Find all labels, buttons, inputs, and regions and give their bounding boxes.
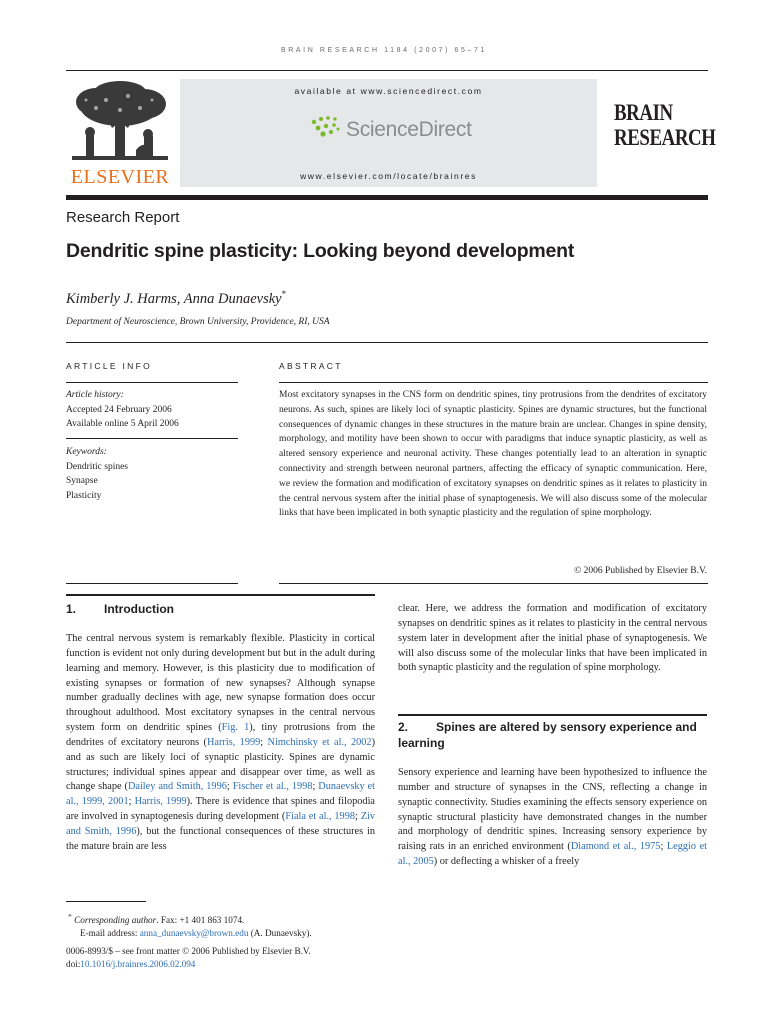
article-info-label: ARTICLE INFO: [66, 361, 153, 371]
citation-link[interactable]: Fiala et al., 1998: [285, 811, 356, 823]
citation-link[interactable]: Ziv and Smith, 1996: [66, 811, 376, 837]
section1-title: Introduction: [104, 602, 174, 616]
doi-label: doi:: [66, 959, 81, 969]
journal-title-line2: RESEARCH: [614, 125, 716, 150]
abstract-bottom-rule: [279, 583, 708, 584]
article-type: Research Report: [66, 209, 180, 226]
masthead-rule: [66, 195, 708, 200]
keyword: Plasticity: [66, 490, 102, 501]
citation-link[interactable]: Harris, 1999: [134, 796, 187, 808]
section1-rule: [66, 594, 375, 596]
header-rule: [66, 70, 708, 71]
footnote-rule: [66, 901, 146, 902]
section1-number: 1.: [66, 602, 77, 616]
article-title: Dendritic spine plasticity: Looking beyond development: [66, 240, 575, 262]
section2-paragraph: Sensory experience and learning have been hypothesized to influence the number and structure of synapses in the CNS, reflecting a change in synaptic connectivity. Studies examining the effects sensory experience on synaptic structural plasticity have demonstrated changes in the number and morphology of dendritic spines. Increasing sensory experience by raising rats in an enriched environment (Diamond et al., 1975; Leggio et al., 2005) or deflecting a whisker of a freely: [398, 767, 708, 868]
accepted-date: Accepted 24 February 2006: [66, 404, 172, 415]
section2-rule: [398, 714, 707, 716]
keywords-rule: [66, 438, 238, 439]
citation-link[interactable]: Leggio et al., 2005: [398, 841, 708, 868]
journal-url[interactable]: www.elsevier.com/locate/brainres: [300, 171, 477, 181]
section1-paragraph: The central nervous system is remarkably flexible. Plasticity in cortical function is evident not only during development but but in the adult during learning and memory. However, is this plasticity due to modification of existing synapses or formation of new synapses? Although synapse number gradually declines with age, new synapse formation does occur throughout adulthood. Most excitatory synapses in the central nervous system form on dendritic spines (Fig. 1), tiny protrusions from the dendrites of excitatory neurons (Harris, 1999; Nimchinsky et al., 2002) and as such are likely loci of synaptic plasticity. Spines are dynamic structures; individual spines appear and disappear over time, as well as change shape (Dailey and Smith, 1996; Fischer et al., 1998; Dunaevsky et al., 1999, 2001; Harris, 1999). There is evidence that spines and filopodia are involved in synaptogenesis during development (Fiala et al., 1998; Ziv and Smith, 1996), but the functional consequences of these structures in the mature brain are less: [66, 633, 376, 852]
journal-title: [614, 100, 716, 150]
info-bottom-rule: [66, 583, 238, 584]
availability-text[interactable]: available at www.sciencedirect.com: [294, 86, 483, 96]
citation-link[interactable]: Dailey and Smith, 1996: [127, 781, 227, 793]
section2-title: Spines are altered by sensory experience and learning: [398, 720, 697, 750]
email-link[interactable]: anna_dunaevsky@brown.edu: [139, 928, 249, 939]
email-rest: (A. Dunaevsky).: [248, 928, 312, 939]
section1-continuation: clear. Here, we address the formation and modification of excitatory synapses on dendritic spines as it relates to plasticity in the central nervous system later in development after the initial phase of synaptogenesis. We will also discuss some of the molecular links that have been implicated in both synaptic plasticity and the regulation of spine morphology.: [398, 603, 707, 674]
citation-link[interactable]: Diamond et al., 1975: [570, 841, 661, 853]
section2-heading: [398, 719, 707, 751]
keyword: Synapse: [66, 476, 98, 486]
authors-names: Kimberly J. Harms, Anna Dunaevsky: [66, 290, 282, 307]
figure-link[interactable]: Fig. 1: [221, 722, 250, 734]
corresponding-author-footnote: [66, 910, 386, 940]
history-label: Article history:: [66, 390, 124, 400]
keyword: Dendritic spines: [66, 461, 129, 472]
footnote-mark: *: [68, 912, 72, 921]
running-head: BRAIN RESEARCH 1184 (2007) 65–71: [280, 47, 488, 54]
corresponding-mark: *: [281, 289, 287, 299]
sciencedirect-name: ScienceDirect: [346, 118, 472, 141]
elsevier-wordmark: ELSEVIER: [70, 166, 170, 188]
citation-link[interactable]: Harris, 1999: [207, 736, 261, 748]
affiliation: Department of Neuroscience, Brown University, Providence, RI, USA: [66, 317, 330, 327]
author-list: [66, 289, 286, 308]
abstract-text: Most excitatory synapses in the CNS form on dendritic spines, tiny protrusions from the dendrites of excitatory neurons. As such, spines are likely loci of synaptic plasticity. Spines are dynamic structures, but the functional consequences of dynamic changes in these structures in the mature brain are unclear. Changes in spine density, morphology, and motility have been shown to occur with paradigms that induce synaptic plasticity, as well as altered sensory experience and neuronal activity. These changes potentially lead to an alteration in synaptic connectivity and strength between neuronal partners, affecting the efficacy of synaptic communication. Here, we review the formation and modification of excitatory synapses on dendritic spines as it relates to plasticity in the central nervous system after the initial phase of synaptogenesis. We will also discuss some of the molecular links that have been implicated in both synaptic plasticity and the regulation of spine morphology.: [279, 390, 707, 519]
citation-link[interactable]: Nimchinsky et al., 2002: [267, 736, 372, 748]
citation-link[interactable]: Dunaevsky et al., 1999, 2001: [66, 781, 376, 808]
section1-heading: [66, 601, 375, 617]
info-rule: [66, 382, 238, 383]
journal-title-line1: BRAIN: [614, 100, 673, 125]
email-label: E-mail address:: [80, 928, 140, 939]
info-top-rule: [66, 342, 708, 343]
front-matter-line: 0006-8993/$ – see front matter © 2006 Published by Elsevier B.V.: [66, 946, 311, 956]
keywords-label: Keywords:: [66, 447, 107, 457]
section2-number: 2.: [398, 720, 409, 734]
front-matter: [66, 945, 386, 971]
abstract-copyright: © 2006 Published by Elsevier B.V.: [574, 566, 707, 576]
citation-link[interactable]: Fischer et al., 1998: [232, 781, 313, 793]
online-date: Available online 5 April 2006: [66, 419, 179, 429]
abstract-rule: [279, 382, 708, 383]
doi-link[interactable]: 10.1016/j.brainres.2006.02.094: [80, 959, 196, 969]
abstract-label: ABSTRACT: [279, 361, 343, 371]
corr-fax: . Fax: +1 401 863 1074.: [156, 915, 245, 926]
keywords-block: [66, 445, 236, 503]
article-history: [66, 388, 236, 432]
corr-label: Corresponding author: [74, 915, 157, 926]
